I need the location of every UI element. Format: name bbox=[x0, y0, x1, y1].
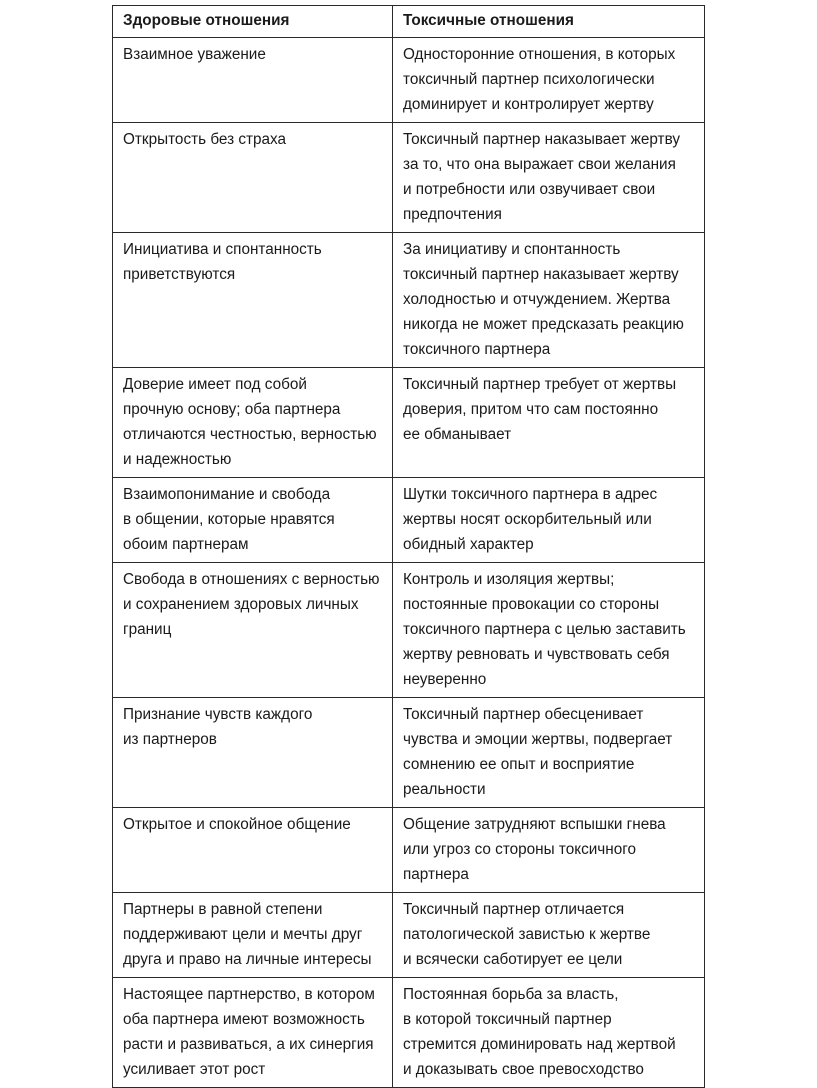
table-row bbox=[113, 978, 705, 1088]
healthy-cell: Открытое и спокойное общение bbox=[113, 808, 393, 893]
healthy-cell: Настоящее партнерство, в котором оба партнера имеют возможность расти и развиваться, а их синергия усиливает этот рост bbox=[113, 978, 393, 1088]
table-row bbox=[113, 123, 705, 233]
toxic-cell: Общение затрудняют вспышки гнева или угроз со стороны токсичного партнера bbox=[393, 808, 705, 893]
toxic-cell: Постоянная борьба за власть, в которой токсичный партнер стремится доминировать над жертвой и доказывать свое превосходство bbox=[393, 978, 705, 1088]
healthy-cell: Взаимное уважение bbox=[113, 38, 393, 123]
table-row bbox=[113, 698, 705, 808]
header-toxic: Токсичные отношения bbox=[393, 6, 705, 38]
toxic-cell: Токсичный партнер обесценивает чувства и эмоции жертвы, подвергает сомнению ее опыт и восприятие реальности bbox=[393, 698, 705, 808]
header-healthy: Здоровые отношения bbox=[113, 6, 393, 38]
healthy-cell: Взаимопонимание и свобода в общении, которые нравятся обоим партнерам bbox=[113, 478, 393, 563]
table-row bbox=[113, 368, 705, 478]
table-row bbox=[113, 893, 705, 978]
toxic-cell: Токсичный партнер требует от жертвы доверия, притом что сам постоянно ее обманывает bbox=[393, 368, 705, 478]
table-row bbox=[113, 38, 705, 123]
healthy-cell: Инициатива и спонтанность приветствуются bbox=[113, 233, 393, 368]
table-row bbox=[113, 478, 705, 563]
toxic-cell: Токсичный партнер отличается патологической завистью к жертве и всячески саботирует ее цели bbox=[393, 893, 705, 978]
toxic-cell: Контроль и изоляция жертвы; постоянные провокации со стороны токсичного партнера с целью заставить жертву ревновать и чувствовать себя неуверенно bbox=[393, 563, 705, 698]
table-header-row bbox=[113, 6, 705, 38]
table-row bbox=[113, 808, 705, 893]
healthy-cell: Доверие имеет под собой прочную основу; оба партнера отличаются честностью, верностью и надежностью bbox=[113, 368, 393, 478]
table-row bbox=[113, 233, 705, 368]
toxic-cell: За инициативу и спонтанность токсичный партнер наказывает жертву холодностью и отчуждением. Жертва никогда не может предсказать реакцию токсичного партнера bbox=[393, 233, 705, 368]
toxic-cell: Односторонние отношения, в которых токсичный партнер психологически доминирует и контролирует жертву bbox=[393, 38, 705, 123]
table-row bbox=[113, 563, 705, 698]
healthy-cell: Открытость без страха bbox=[113, 123, 393, 233]
table-body bbox=[113, 38, 705, 1088]
toxic-cell: Шутки токсичного партнера в адрес жертвы носят оскорбительный или обидный характер bbox=[393, 478, 705, 563]
healthy-cell: Свобода в отношениях с верностью и сохранением здоровых личных границ bbox=[113, 563, 393, 698]
healthy-cell: Партнеры в равной степени поддерживают цели и мечты друг друга и право на личные интересы bbox=[113, 893, 393, 978]
toxic-cell: Токсичный партнер наказывает жертву за то, что она выражает свои желания и потребности или озвучивает свои предпочтения bbox=[393, 123, 705, 233]
comparison-table bbox=[112, 5, 705, 1088]
healthy-cell: Признание чувств каждого из партнеров bbox=[113, 698, 393, 808]
